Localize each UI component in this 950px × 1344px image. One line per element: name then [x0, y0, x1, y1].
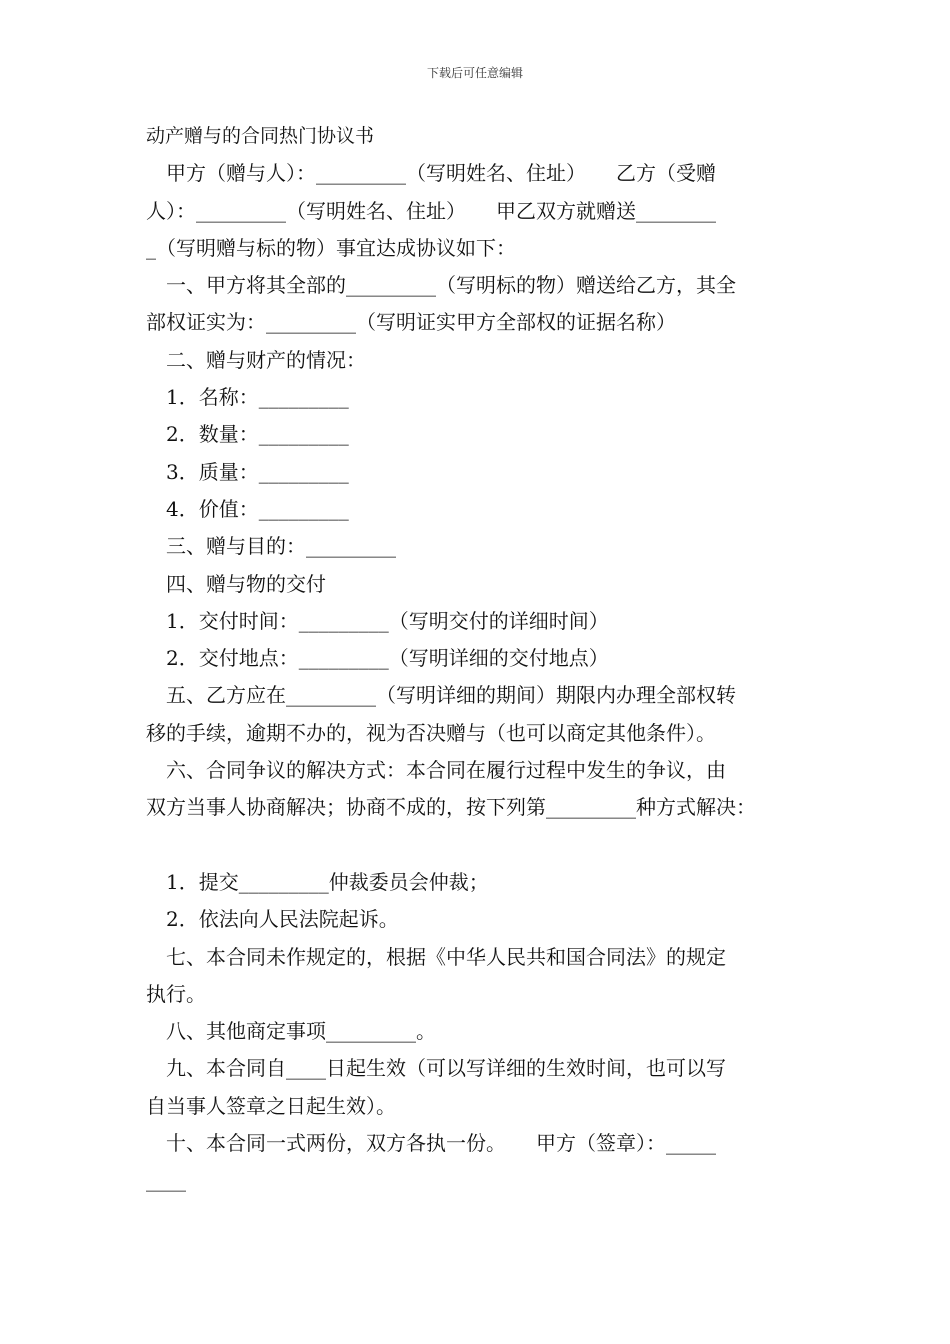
- clause-1-line-1: 一、甲方将其全部的_________（写明标的物）赠送给乙方，其全: [166, 273, 736, 298]
- page-header: 下载后可任意编辑: [426, 66, 523, 80]
- document-title: 动产赠与的合同热门协议书: [146, 125, 375, 147]
- clause-6-item-arbitration: 1．提交_________仲裁委员会仲裁；: [166, 869, 489, 894]
- clause-7-line-2: 执行。: [146, 981, 206, 1006]
- paragraph-parties-line-2: 人）：_________（写明姓名、住址） 甲乙双方就赠送________: [146, 198, 716, 223]
- paragraph-parties-line-3: _（写明赠与标的物）事宜达成协议如下：: [146, 235, 516, 260]
- clause-2-item-value: 4．价值：_________: [166, 496, 349, 521]
- document-body: [146, 118, 816, 1200]
- clause-6-line-1: 六、合同争议的解决方式：本合同在履行过程中发生的争议，由: [166, 758, 726, 783]
- clause-6-item-court: 2．依法向人民法院起诉。: [166, 907, 399, 932]
- clause-3: 三、赠与目的：_________: [166, 534, 396, 559]
- clause-4-heading: 四、赠与物的交付: [166, 571, 326, 596]
- clause-9-line-1: 九、本合同自____日起生效（可以写详细的生效时间，也可以写: [166, 1056, 726, 1081]
- clause-9-line-2: 自当事人签章之日起生效）。: [146, 1093, 396, 1118]
- clause-10-line-1: 十、本合同一式两份，双方各执一份。 甲方（签章）：_____: [166, 1131, 716, 1156]
- clause-8: 八、其他商定事项_________。: [166, 1019, 436, 1044]
- clause-2-item-name: 1．名称：_________: [166, 385, 349, 410]
- clause-6-line-2: 双方当事人协商解决；协商不成的，按下列第_________种方式解决：: [146, 795, 756, 820]
- clause-7-line-1: 七、本合同未作规定的，根据《中华人民共和国合同法》的规定: [166, 944, 726, 969]
- paragraph-parties-line-1: 甲方（赠与人）：_________（写明姓名、住址） 乙方（受赠: [166, 161, 716, 186]
- clause-2-heading: 二、赠与财产的情况：: [166, 347, 366, 372]
- clause-4-item-time: 1．交付时间：_________（写明交付的详细时间）: [166, 608, 609, 633]
- blank-line: [146, 827, 816, 864]
- clause-10-line-2: ____: [146, 1168, 186, 1193]
- clause-5-line-1: 五、乙方应在_________（写明详细的期间）期限内办理全部权转: [166, 683, 736, 708]
- clause-2-item-quality: 3．质量：_________: [166, 459, 349, 484]
- clause-4-item-place: 2．交付地点：_________（写明详细的交付地点）: [166, 646, 609, 671]
- clause-2-item-quantity: 2．数量：_________: [166, 422, 349, 447]
- clause-5-line-2: 移的手续，逾期不办的，视为否决赠与（也可以商定其他条件）。: [146, 720, 716, 745]
- clause-1-line-2: 部权证实为：_________（写明证实甲方全部权的证据名称）: [146, 310, 676, 335]
